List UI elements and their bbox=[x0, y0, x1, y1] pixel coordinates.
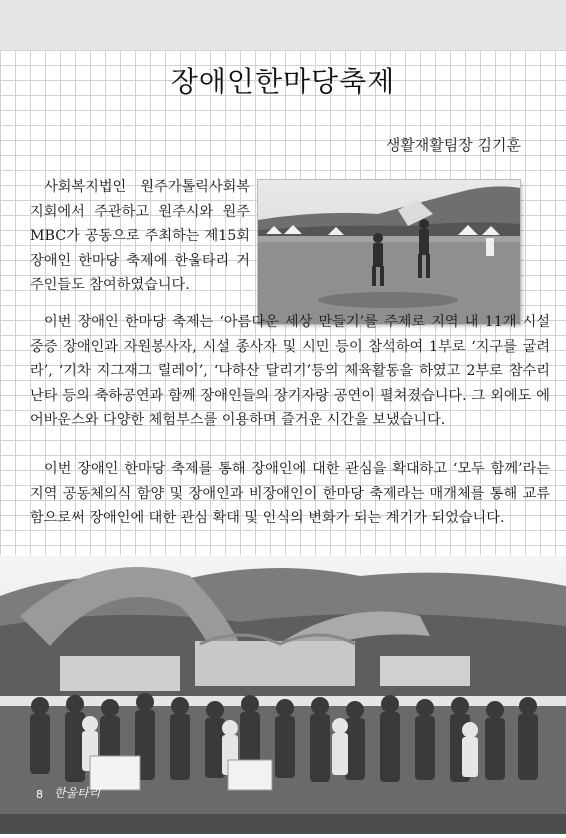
article-title: 장애인한마당축제 bbox=[170, 65, 396, 98]
magazine-logo: 한울타리 bbox=[54, 786, 101, 800]
paragraph-3: 이번 장애인 한마당 축제를 통해 장애인에 대한 관심을 확대하고 ‘모두 함께’라는 지역 공동체의식 함양 및 장애인과 비장애인이 한마당 축제라는 매개체를 통해 교류함으로써 장애인에 대한 관심 확대 및 인식의 변화가 되는 계기가 되었습니다. bbox=[30, 461, 550, 526]
page-number: 8 bbox=[36, 788, 43, 801]
paragraph-2: 이번 장애인 한마당 축제는 ‘아름다운 세상 만들기’를 주제로 지역 내 11개 시설 중증 장애인과 자원봉사자, 시설 종사자 및 시민 등이 참석하여 1부로 ‘지구를 굴려라’, ‘기차 지그재그 릴레이’, ‘나하산 달리기’등의 체육활동을 하였고 2부로 참수리 난타 등의 축하공연과 함께 장애인들의 장기자랑 공연이 펼쳐졌습니다. 그 외에도 에어바운스와 다양한 체험부스를 이용하며 즐거운 시간을 보냈습니다. bbox=[30, 314, 550, 428]
header-band bbox=[0, 0, 566, 50]
article-author: 생활재활팀장 김기훈 bbox=[385, 136, 521, 154]
festival-field-photo bbox=[258, 180, 520, 324]
paragraph-1: 사회복지법인 원주가톨릭사회복지회에서 주관하고 원주시와 원주MBC가 공동으로 주최하는 제15회 장애인 한마당 축제에 한울타리 거주인들도 참여하였습니다. bbox=[30, 179, 250, 293]
